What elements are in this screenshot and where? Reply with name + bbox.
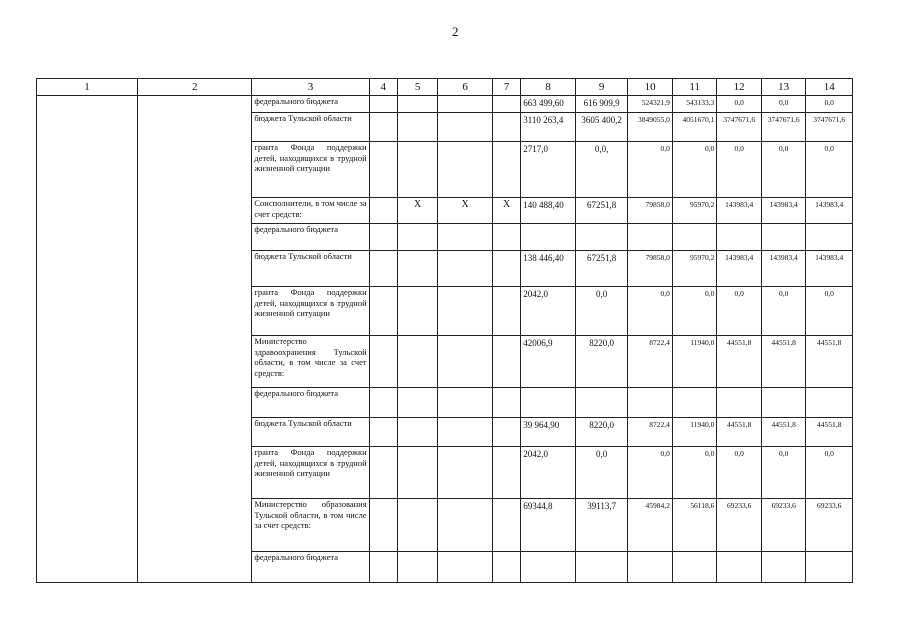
value-cell-column-8: 663 499,60: [521, 96, 576, 113]
value-cell-column-14: 44551,8: [806, 336, 853, 388]
value-cell-column-8: 3110 263,4: [521, 113, 576, 142]
value-cell-column-12: 0,0: [717, 287, 761, 336]
value-cell-column-8: 2717,0: [521, 142, 576, 198]
value-cell-column-14: 69233,6: [806, 499, 853, 552]
column-7-cell: [492, 447, 520, 499]
value-cell-column-11: 56118,6: [672, 499, 716, 552]
column-5-cell: [397, 447, 437, 499]
value-cell-column-10: 0,0: [628, 447, 672, 499]
column-7-cell: [492, 224, 520, 251]
value-cell-column-14: 44551,8: [806, 418, 853, 447]
column-4-cell: [369, 224, 397, 251]
column-5-cell: [397, 224, 437, 251]
column-7-cell: [492, 336, 520, 388]
column-header: 3: [252, 79, 369, 96]
header-row: [37, 79, 853, 96]
value-cell-column-14: 0,0: [806, 142, 853, 198]
column-7-cell: [492, 142, 520, 198]
value-cell-column-12: 143983,4: [717, 251, 761, 287]
value-cell-column-14: [806, 552, 853, 583]
row-description: Соисполнители, в том числе за счет средств:: [252, 198, 369, 224]
value-cell-column-12: 69233,6: [717, 499, 761, 552]
column-7-cell: [492, 96, 520, 113]
value-cell-column-12: [717, 552, 761, 583]
column-6-cell: Х: [438, 198, 493, 224]
value-cell-column-9: [575, 388, 628, 418]
value-cell-column-9: 3605 400,2: [575, 113, 628, 142]
value-cell-column-10: 0,0: [628, 142, 672, 198]
value-cell-column-10: [628, 224, 672, 251]
value-cell-column-8: 42006,9: [521, 336, 576, 388]
value-cell-column-11: 0,0: [672, 447, 716, 499]
column-5-cell: [397, 418, 437, 447]
page-number: 2: [452, 24, 459, 39]
value-cell-column-11: [672, 552, 716, 583]
column-4-cell: [369, 113, 397, 142]
column-5-cell: Х: [397, 198, 437, 224]
column-header: 9: [575, 79, 628, 96]
value-cell-column-12: 44551,8: [717, 418, 761, 447]
value-cell-column-13: 143983,4: [761, 198, 805, 224]
column-header: 2: [138, 79, 252, 96]
value-cell-column-10: 524321,9: [628, 96, 672, 113]
value-cell-column-10: 0,0: [628, 287, 672, 336]
value-cell-column-10: 79858,0: [628, 198, 672, 224]
value-cell-column-10: [628, 552, 672, 583]
column-6-cell: [438, 447, 493, 499]
column-4-cell: [369, 251, 397, 287]
value-cell-column-9: 67251,8: [575, 251, 628, 287]
column-header: 7: [492, 79, 520, 96]
value-cell-column-12: 0,0: [717, 96, 761, 113]
row-description: бюджета Тульской области: [252, 113, 369, 142]
column-6-cell: [438, 388, 493, 418]
value-cell-column-14: 0,0: [806, 96, 853, 113]
column-7-cell: [492, 287, 520, 336]
column-5-cell: [397, 388, 437, 418]
value-cell-column-11: 11940,0: [672, 418, 716, 447]
column-7-cell: [492, 552, 520, 583]
value-cell-column-11: 11940,0: [672, 336, 716, 388]
column-4-cell: [369, 287, 397, 336]
column-6-cell: [438, 336, 493, 388]
value-cell-column-9: 0,0: [575, 287, 628, 336]
column-6-cell: [438, 552, 493, 583]
row-description: бюджета Тульской области: [252, 418, 369, 447]
column-header: 11: [672, 79, 716, 96]
row-description: Министерство образования Тульской области, в том числе за счет средств:: [252, 499, 369, 552]
value-cell-column-14: [806, 388, 853, 418]
budget-table: [36, 78, 853, 583]
column-5-cell: [397, 499, 437, 552]
column-5-cell: [397, 96, 437, 113]
value-cell-column-12: [717, 388, 761, 418]
value-cell-column-11: 95970,2: [672, 198, 716, 224]
row-description: федерального бюджета: [252, 96, 369, 113]
value-cell-column-13: 3747671,6: [761, 113, 805, 142]
table-body: [37, 96, 853, 583]
value-cell-column-12: 3747671,6: [717, 113, 761, 142]
value-cell-column-11: [672, 388, 716, 418]
column-6-cell: [438, 251, 493, 287]
value-cell-column-9: 67251,8: [575, 198, 628, 224]
value-cell-column-12: 143983,4: [717, 198, 761, 224]
row-description: федерального бюджета: [252, 224, 369, 251]
column-header: 4: [369, 79, 397, 96]
column-header: 1: [37, 79, 138, 96]
value-cell-column-11: 543133,3: [672, 96, 716, 113]
value-cell-column-8: 69344,8: [521, 499, 576, 552]
column-5-cell: [397, 251, 437, 287]
column-6-cell: [438, 287, 493, 336]
value-cell-column-8: [521, 224, 576, 251]
value-cell-column-11: 0,0: [672, 142, 716, 198]
row-description: федерального бюджета: [252, 388, 369, 418]
value-cell-column-9: 8220,0: [575, 418, 628, 447]
column-6-cell: [438, 499, 493, 552]
value-cell-column-9: [575, 224, 628, 251]
value-cell-column-13: 69233,6: [761, 499, 805, 552]
value-cell-column-8: 140 488,40: [521, 198, 576, 224]
table-row: [37, 96, 853, 113]
column-4-cell: [369, 499, 397, 552]
row-description: гранта Фонда поддержки детей, находящихся в трудной жизненной ситуации: [252, 287, 369, 336]
column-6-cell: [438, 113, 493, 142]
value-cell-column-13: 0,0: [761, 287, 805, 336]
value-cell-column-8: 138 446,40: [521, 251, 576, 287]
column-1-cell: [37, 96, 138, 583]
column-7-cell: [492, 251, 520, 287]
column-4-cell: [369, 388, 397, 418]
value-cell-column-10: 45984,2: [628, 499, 672, 552]
row-description: федерального бюджета: [252, 552, 369, 583]
column-4-cell: [369, 142, 397, 198]
column-2-cell: [138, 96, 252, 583]
value-cell-column-9: 0,0: [575, 447, 628, 499]
column-7-cell: [492, 499, 520, 552]
value-cell-column-12: 0,0: [717, 447, 761, 499]
value-cell-column-11: 95970,2: [672, 251, 716, 287]
column-header: 6: [438, 79, 493, 96]
value-cell-column-12: 0,0: [717, 142, 761, 198]
row-description: Министерство здравоохранения Тульской области, в том числе за счет средств:: [252, 336, 369, 388]
value-cell-column-13: 44551,8: [761, 336, 805, 388]
value-cell-column-8: 2042,0: [521, 287, 576, 336]
column-header: 12: [717, 79, 761, 96]
value-cell-column-13: [761, 388, 805, 418]
value-cell-column-13: 143983,4: [761, 251, 805, 287]
value-cell-column-13: 0,0: [761, 142, 805, 198]
value-cell-column-9: 616 909,9: [575, 96, 628, 113]
value-cell-column-14: 3747671,6: [806, 113, 853, 142]
value-cell-column-8: 39 964,90: [521, 418, 576, 447]
column-header: 5: [397, 79, 437, 96]
value-cell-column-8: [521, 552, 576, 583]
column-6-cell: [438, 142, 493, 198]
column-header: 10: [628, 79, 672, 96]
column-6-cell: [438, 224, 493, 251]
row-description: гранта Фонда поддержки детей, находящихся в трудной жизненной ситуации: [252, 142, 369, 198]
column-4-cell: [369, 198, 397, 224]
column-7-cell: [492, 388, 520, 418]
value-cell-column-9: 0,0,: [575, 142, 628, 198]
column-4-cell: [369, 447, 397, 499]
value-cell-column-13: 0,0: [761, 447, 805, 499]
column-4-cell: [369, 96, 397, 113]
column-header: 14: [806, 79, 853, 96]
value-cell-column-10: 8722,4: [628, 336, 672, 388]
column-header: 13: [761, 79, 805, 96]
column-4-cell: [369, 336, 397, 388]
value-cell-column-14: 143983,4: [806, 198, 853, 224]
row-description: гранта Фонда поддержки детей, находящихся в трудной жизненной ситуации: [252, 447, 369, 499]
column-5-cell: [397, 287, 437, 336]
value-cell-column-11: 4051670,1: [672, 113, 716, 142]
value-cell-column-11: 0,0: [672, 287, 716, 336]
value-cell-column-8: [521, 388, 576, 418]
value-cell-column-10: 3849055,0: [628, 113, 672, 142]
value-cell-column-8: 2042,0: [521, 447, 576, 499]
column-5-cell: [397, 142, 437, 198]
value-cell-column-13: 0,0: [761, 96, 805, 113]
column-4-cell: [369, 418, 397, 447]
value-cell-column-9: [575, 552, 628, 583]
value-cell-column-9: 39113,7: [575, 499, 628, 552]
value-cell-column-9: 8220,0: [575, 336, 628, 388]
value-cell-column-12: [717, 224, 761, 251]
value-cell-column-10: [628, 388, 672, 418]
value-cell-column-11: [672, 224, 716, 251]
column-5-cell: [397, 336, 437, 388]
value-cell-column-14: 143983,4: [806, 251, 853, 287]
column-header: 8: [521, 79, 576, 96]
value-cell-column-13: [761, 552, 805, 583]
value-cell-column-10: 79858,0: [628, 251, 672, 287]
value-cell-column-10: 8722,4: [628, 418, 672, 447]
column-6-cell: [438, 418, 493, 447]
value-cell-column-13: [761, 224, 805, 251]
value-cell-column-13: 44551,8: [761, 418, 805, 447]
value-cell-column-12: 44551,8: [717, 336, 761, 388]
value-cell-column-14: 0,0: [806, 447, 853, 499]
column-6-cell: [438, 96, 493, 113]
column-5-cell: [397, 552, 437, 583]
column-4-cell: [369, 552, 397, 583]
column-7-cell: [492, 418, 520, 447]
column-7-cell: [492, 113, 520, 142]
column-5-cell: [397, 113, 437, 142]
row-description: бюджета Тульской области: [252, 251, 369, 287]
column-7-cell: Х: [492, 198, 520, 224]
value-cell-column-14: [806, 224, 853, 251]
value-cell-column-14: 0,0: [806, 287, 853, 336]
